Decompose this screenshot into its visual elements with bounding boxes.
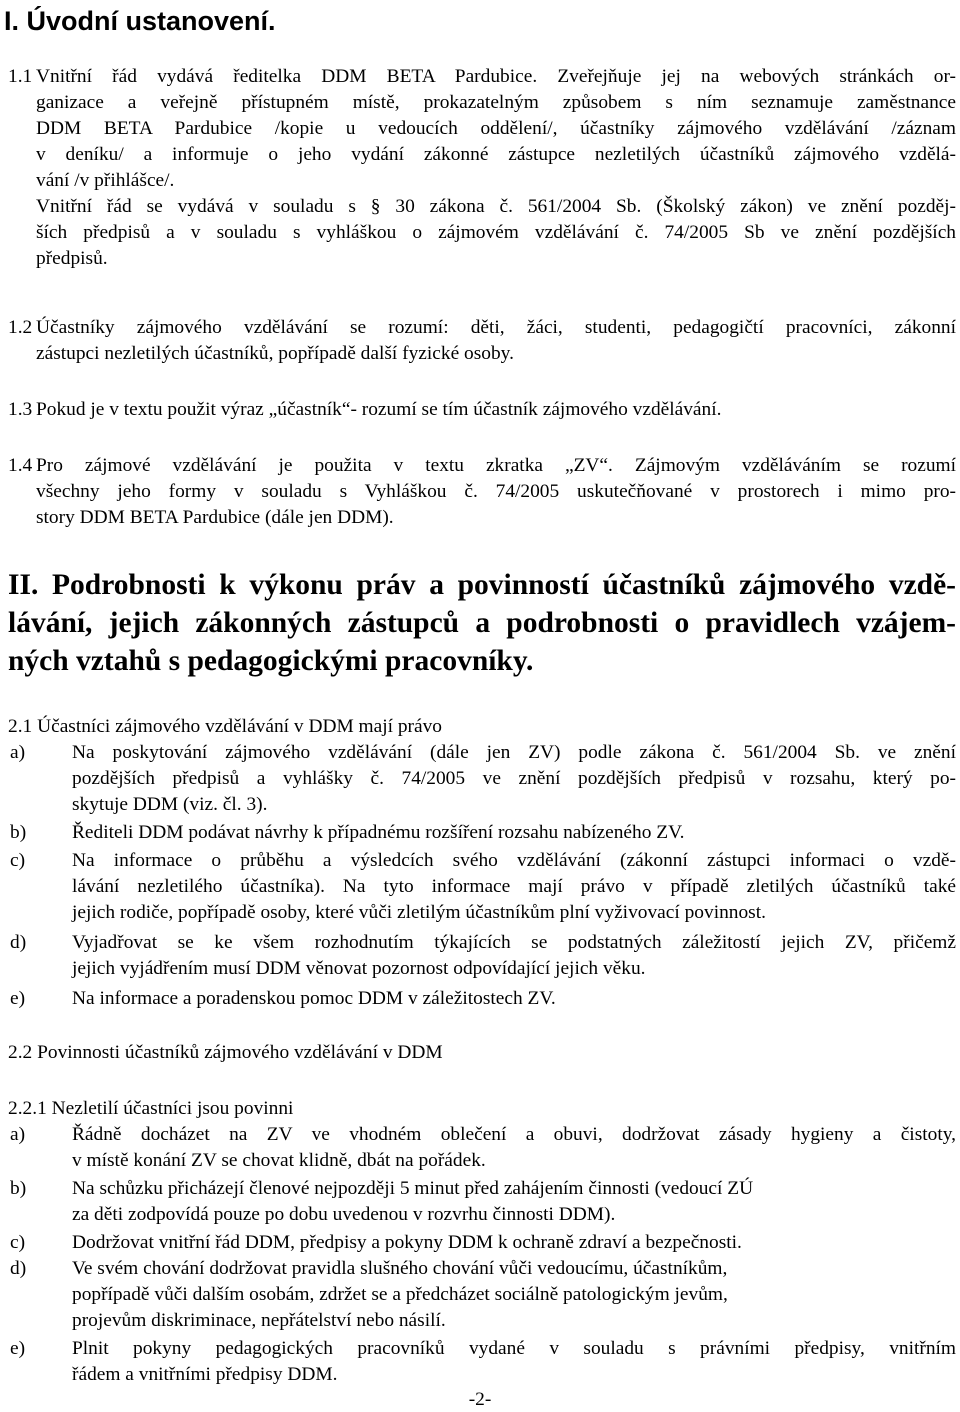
section-2-title-line: II. Podrobnosti k výkonu práv a povinností účastníků zájmového vzdě- — [8, 569, 956, 601]
list-marker: a) — [10, 1124, 26, 1145]
list-item-line: Dodržovat vnitřní řád DDM, předpisy a pokyny DDM k ochraně zdraví a bezpečnosti. — [72, 1232, 742, 1253]
list-item-line: Na schůzku přicházejí členové nejpozději 5 minut před zahájením činnosti (vedoucí ZÚ — [72, 1178, 754, 1199]
paragraph-1-1 — [8, 64, 956, 272]
list-item-line: jejich vyjádřením musí DDM věnovat pozornost odpovídající jejich věku. — [72, 958, 646, 979]
paragraph-2-2-heading — [8, 1040, 956, 1066]
paragraph-2-1-heading — [8, 714, 956, 740]
paragraph-heading: 2.2.1 Nezletilí účastníci jsou povinni — [8, 1098, 294, 1119]
list-item-line: skytuje DDM (viz. čl. 3). — [72, 794, 268, 815]
paragraph-line: ganizace a veřejně přístupném místě, prokazatelným způsobem s ním seznamuje zaměstnance — [36, 92, 956, 113]
paragraph-1-4 — [8, 453, 956, 531]
list-item-line: lávání nezletilého účastníka). Na tyto informace mají právo v případě zletilých účastníků také — [72, 876, 956, 897]
list-item-line: Na poskytování zájmového vzdělávání (dále jen ZV) podle zákona č. 561/2004 Sb. ve znění — [72, 742, 956, 763]
list-item-line: Vyjadřovat se ke všem rozhodnutím týkajících se podstatných záležitostí jejich ZV, přičemž — [72, 932, 956, 953]
list-item-line: Plnit pokyny pedagogických pracovníků vydané v souladu s právními předpisy, vnitřním — [72, 1338, 956, 1359]
section-2-title-line: ných vztahů s pedagogickými pracovníky. — [8, 645, 534, 677]
paragraph-line: Vnitřní řád vydává ředitelka DDM BETA Pardubice. Zveřejňuje jej na webových stránkách or- — [36, 66, 956, 87]
list-item-line: popřípadě vůči dalším osobám, zdržet se a předcházet sociálně patologickým jevům, — [72, 1284, 728, 1305]
paragraph-line: DDM BETA Pardubice /kopie u vedoucích oddělení/, účastníky zájmového vzdělávání /záznam — [36, 118, 956, 139]
list-marker: b) — [10, 1178, 27, 1199]
paragraph-number: 1.1 — [8, 66, 33, 87]
paragraph-line: v deníku/ a informuje o jeho vydání zákonné zástupce nezletilých účastníků zájmového vzdělá- — [36, 144, 956, 165]
list-item-line: jejich rodiče, popřípadě osoby, které vůči zletilým účastníkům plní vyživovací povinnost. — [72, 902, 766, 923]
list-marker: d) — [10, 1258, 27, 1279]
list-marker: e) — [10, 988, 26, 1009]
list-marker: c) — [10, 850, 26, 871]
list-marker: c) — [10, 1232, 26, 1253]
list-item-line: v místě konání ZV se chovat klidně, dbát na pořádek. — [72, 1150, 486, 1171]
paragraph-number: 1.4 — [8, 455, 33, 476]
paragraph-line: Pro zájmové vzdělávání je použita v textu zkratka „ZV“. Zájmovým vzděláváním se rozumí — [36, 455, 956, 476]
section-2-title-line: lávání, jejich zákonných zástupců a podrobnosti o pravidlech vzájem- — [8, 607, 956, 639]
paragraph-line: ších předpisů a v souladu s vyhláškou o zájmovém vzdělávání č. 74/2005 Sb ve znění pozdějších — [36, 222, 956, 243]
list-item-line: za děti zodpovídá pouze po dobu uvedenou v rozvrhu činnosti DDM). — [72, 1204, 616, 1225]
list-marker: e) — [10, 1338, 26, 1359]
list-marker: b) — [10, 822, 27, 843]
page-number: -2- — [468, 1389, 492, 1410]
list-item-line: Řádně docházet na ZV ve vhodném oblečení a obuvi, dodržovat zásady hygieny a čistoty, — [72, 1124, 956, 1145]
paragraph-2-2-1-heading — [8, 1096, 956, 1122]
list-item-line: projevům diskriminace, nepřátelství nebo násilí. — [72, 1310, 446, 1331]
paragraph-number: 1.2 — [8, 317, 33, 338]
paragraph-line: story DDM BETA Pardubice (dále jen DDM). — [36, 507, 394, 528]
paragraph-line: Účastníky zájmového vzdělávání se rozumí: děti, žáci, studenti, pedagogičtí pracovníci, zákonní — [36, 317, 956, 338]
paragraph-line: předpisů. — [36, 248, 108, 269]
paragraph-line: Pokud je v textu použit výraz „účastník“- rozumí se tím účastník zájmového vzdělávání. — [36, 399, 722, 420]
paragraph-line: vání /v přihlášce/. — [36, 170, 175, 191]
paragraph-heading: 2.2 Povinnosti účastníků zájmového vzdělávání v DDM — [8, 1042, 443, 1063]
paragraph-line: všechny jeho formy v souladu s Vyhláškou č. 74/2005 uskutečňované v prostorech i mimo pro- — [36, 481, 956, 502]
list-item-line: Na informace o průběhu a výsledcích svého vzdělávání (zákonní zástupci informaci o vzdě- — [72, 850, 956, 871]
list-marker: d) — [10, 932, 27, 953]
section-2-title — [8, 566, 956, 680]
paragraph-1-3 — [8, 397, 956, 423]
list-item-line: Na informace a poradenskou pomoc DDM v záležitostech ZV. — [72, 988, 556, 1009]
list-marker: a) — [10, 742, 26, 763]
paragraph-number: 1.3 — [8, 399, 33, 420]
paragraph-heading: 2.1 Účastníci zájmového vzdělávání v DDM mají právo — [8, 716, 443, 737]
paragraph-line: zástupci nezletilých účastníků, popřípadě další fyzické osoby. — [36, 343, 514, 364]
list-item-line: Řediteli DDM podávat návrhy k případnému rozšíření rozsahu nabízeného ZV. — [72, 822, 685, 843]
paragraph-1-2 — [8, 315, 956, 367]
list-item-line: Ve svém chování dodržovat pravidla slušného chování vůči vedoucímu, účastníkům, — [72, 1258, 728, 1279]
list-item-line: řádem a vnitřními předpisy DDM. — [72, 1364, 338, 1385]
paragraph-line: Vnitřní řád se vydává v souladu s § 30 zákona č. 561/2004 Sb. (Školský zákon) ve znění pozděj- — [36, 196, 956, 217]
list-item-line: pozdějších předpisů a vyhlášky č. 74/2005 ve znění pozdějších předpisů v rozsahu, který po- — [72, 768, 956, 789]
section-1-title: I. Úvodní ustanovení. — [4, 6, 276, 36]
